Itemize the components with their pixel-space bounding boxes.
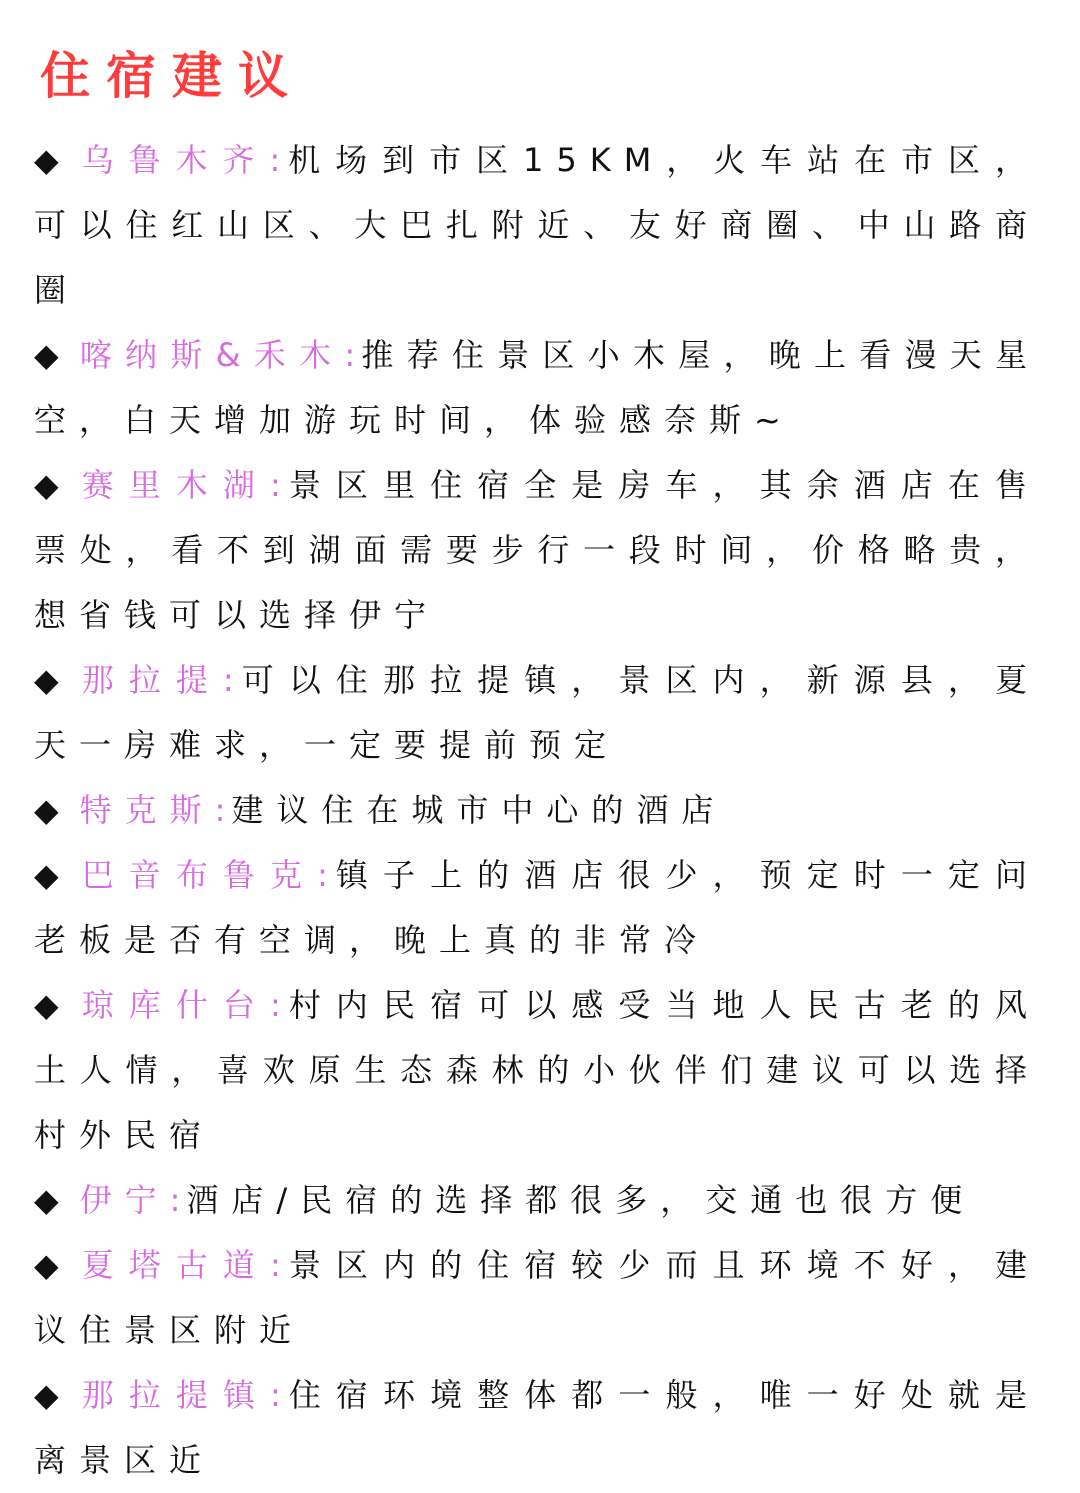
diamond-bullet-icon: ◆ xyxy=(34,791,72,829)
separator: : xyxy=(222,661,240,699)
place-description: 酒店/民宿的选择都很多，交通也很方便 xyxy=(186,1181,976,1219)
separator: : xyxy=(344,336,362,374)
list-item xyxy=(34,1168,1040,1233)
list-item xyxy=(34,128,1040,323)
place-name: 巴音布鲁克 xyxy=(81,856,318,894)
separator: : xyxy=(270,986,287,1024)
list-item xyxy=(34,323,1040,453)
accommodation-list xyxy=(34,128,1040,1493)
diamond-bullet-icon: ◆ xyxy=(34,986,74,1024)
place-name: 特克斯 xyxy=(79,791,215,829)
place-description: 建议住在城市中心的酒店 xyxy=(231,791,727,829)
separator: : xyxy=(270,1246,287,1284)
diamond-bullet-icon: ◆ xyxy=(34,1181,72,1219)
place-name: 那拉提 xyxy=(81,661,223,699)
place-description: 景区里住宿全是房车，其余酒店在售票处，看不到湖面需要步行一段时间，价格略贵，想省钱可以选择伊宁 xyxy=(34,466,1040,634)
diamond-bullet-icon: ◆ xyxy=(34,466,74,504)
list-item xyxy=(34,843,1040,973)
place-name: 夏塔古道 xyxy=(81,1246,270,1284)
list-item xyxy=(34,1363,1040,1493)
diamond-bullet-icon: ◆ xyxy=(34,856,74,894)
place-name: 伊宁 xyxy=(79,1181,170,1219)
separator: : xyxy=(169,1181,187,1219)
list-item xyxy=(34,1233,1040,1363)
separator: : xyxy=(270,1376,287,1414)
place-name: 乌鲁木齐 xyxy=(81,141,270,179)
list-item xyxy=(34,453,1040,648)
place-name: 赛里木湖 xyxy=(81,466,270,504)
list-item xyxy=(34,973,1040,1168)
separator: : xyxy=(214,791,232,829)
diamond-bullet-icon: ◆ xyxy=(34,336,72,374)
diamond-bullet-icon: ◆ xyxy=(34,1246,74,1284)
place-description: 景区内的住宿较少而且环境不好，建议住景区附近 xyxy=(34,1246,1040,1349)
place-description: 住宿环境整体都一般，唯一好处就是离景区近 xyxy=(34,1376,1040,1479)
place-description: 机场到市区15KM，火车站在市区，可以住红山区、大巴扎附近、友好商圈、中山路商圈 xyxy=(34,141,1040,309)
place-description: 推荐住景区小木屋，晚上看漫天星空，白天增加游玩时间，体验感奈斯~ xyxy=(34,336,1040,439)
place-name: 喀纳斯&禾木 xyxy=(79,336,345,374)
list-item xyxy=(34,648,1040,778)
place-description: 村内民宿可以感受当地人民古老的风土人情，喜欢原生态森林的小伙伴们建议可以选择村外民宿 xyxy=(34,986,1040,1154)
diamond-bullet-icon: ◆ xyxy=(34,1376,74,1414)
separator: : xyxy=(270,466,287,504)
place-description: 镇子上的酒店很少，预定时一定问老板是否有空调，晚上真的非常冷 xyxy=(34,856,1040,959)
place-name: 那拉提镇 xyxy=(81,1376,270,1414)
place-description: 可以住那拉提镇，景区内，新源县，夏天一房难求，一定要提前预定 xyxy=(34,661,1040,764)
diamond-bullet-icon: ◆ xyxy=(34,661,74,699)
place-name: 琼库什台 xyxy=(81,986,270,1024)
list-item xyxy=(34,778,1040,843)
separator: : xyxy=(317,856,334,894)
page-title: 住宿建议 xyxy=(40,47,304,105)
separator: : xyxy=(269,141,287,179)
diamond-bullet-icon: ◆ xyxy=(34,141,74,179)
